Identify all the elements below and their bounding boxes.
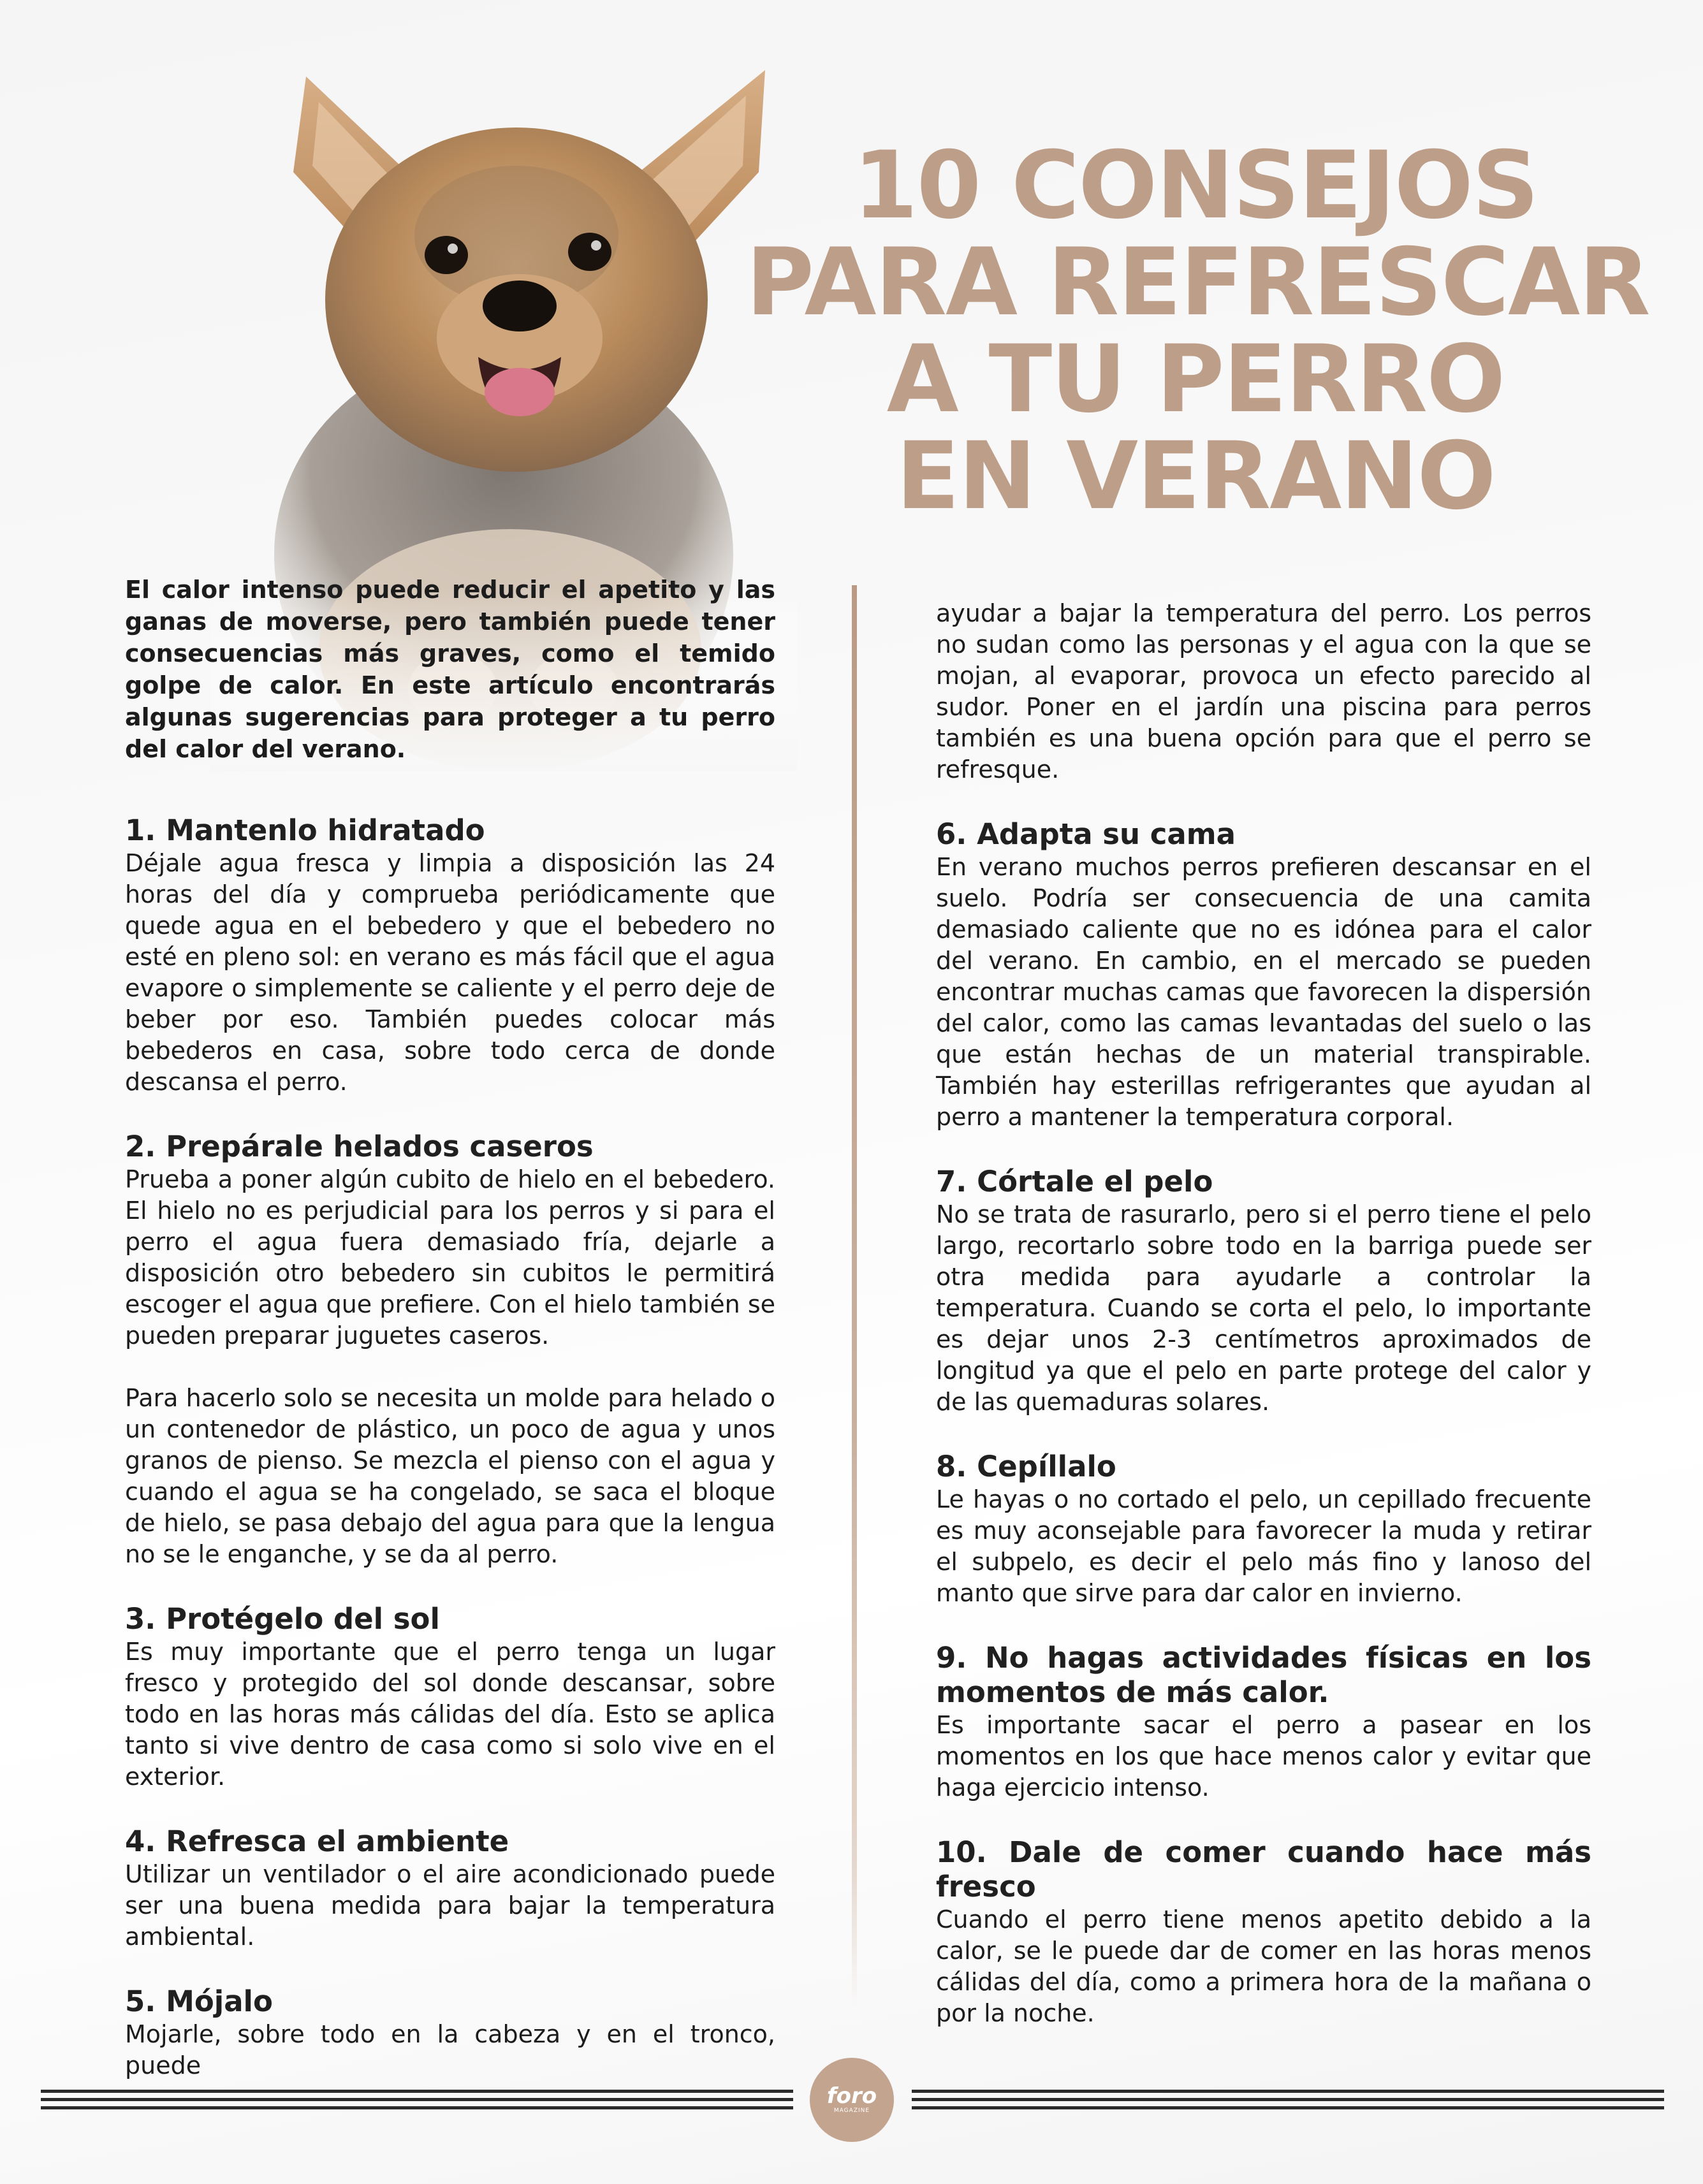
tip-continuation xyxy=(936,598,1591,785)
intro-paragraph: El calor intenso puede reducir el apetito y las ganas de moverse, pero también puede tener consecuencias más graves, como el temido golpe de calor. En este artículo encontrarás algunas sugerencias para proteger a tu perro del calor del verano. xyxy=(125,576,775,763)
title-line: 10 CONSEJOS xyxy=(853,131,1538,240)
tip-heading: 3. Protégelo del sol xyxy=(125,1602,440,1636)
tip-section xyxy=(936,1641,1591,1803)
tip-heading: 2. Prepárale helados caseros xyxy=(125,1130,594,1163)
tip-heading: 9. No hagas actividades físicas en los momentos de más calor. xyxy=(936,1641,1591,1709)
tip-section xyxy=(125,1602,775,1793)
tip-heading: 10. Dale de comer cuando hace más fresco xyxy=(936,1835,1591,1904)
tip-section xyxy=(125,1130,775,1570)
column-divider xyxy=(852,585,857,2007)
tip-section xyxy=(936,1450,1591,1609)
tip-section xyxy=(936,1835,1591,2029)
tip-paragraph: Utilizar un ventilador o el aire acondicionado puede ser una buena medida para bajar la temperatura ambiental. xyxy=(125,1860,775,1951)
tip-heading: 1. Mantenlo hidratado xyxy=(125,813,485,847)
foro-logo xyxy=(810,2058,894,2142)
tip-paragraph: Prueba a poner algún cubito de hielo en el bebedero. El hielo no es perjudicial para los perros y si para el perro el agua fuera demasiado fría, dejarle a disposición otro bebedero sin cubitos le permitirá escoger el agua que prefiere. Con el hielo también se pueden preparar juguetes caseros. xyxy=(125,1165,775,1350)
tip-section xyxy=(936,1165,1591,1418)
tip-heading: 7. Córtale el pelo xyxy=(936,1165,1213,1198)
page-title xyxy=(746,131,1649,530)
tip-paragraph: Cuando el perro tiene menos apetito debido a la calor, se le puede dar de comer en las horas menos cálidas del día, como a primera hora de la mañana o por la noche. xyxy=(936,1905,1591,2027)
tip-paragraph: Para hacerlo solo se necesita un molde para helado o un contenedor de plástico, un poco de agua y unos granos de pienso. Se mezcla el pienso con el agua y cuando el agua se ha congelado, se saca el bloque de hielo, se pasa debajo del agua para que la lengua no se le enganche, y se da al perro. xyxy=(125,1384,775,1568)
footer-rule-right xyxy=(912,2090,1664,2109)
tip-paragraph: Déjale agua fresca y limpia a disposición las 24 horas del día y comprueba periódicamente que quede agua en el bebedero y que el bebedero no esté en pleno sol: en verano es más fácil que el agua evapore o simplemente se caliente y el perro deje de beber por eso. También puedes colocar más bebederos en casa, sobre todo cerca de donde descansa el perro. xyxy=(125,849,775,1096)
tip-section xyxy=(125,1824,775,1953)
tip-heading: 8. Cepíllalo xyxy=(936,1450,1116,1483)
tip-heading: 5. Mójalo xyxy=(125,1984,273,2018)
title-line: A TU PERRO xyxy=(886,325,1505,433)
tip-section xyxy=(125,813,775,1098)
left-column xyxy=(125,574,775,2113)
tip-paragraph: Mojarle, sobre todo en la cabeza y en el tronco, puede xyxy=(125,2020,775,2079)
tip-paragraph: ayudar a bajar la temperatura del perro. Los perros no sudan como las personas y el agua con la que se mojan, al evaporar, provoca un efecto parecido al sudor. Poner en el jardín una piscina para perros también es una buena opción para que el perro se refresque. xyxy=(936,599,1591,783)
tip-heading: 6. Adapta su cama xyxy=(936,817,1236,851)
tip-paragraph: No se trata de rasurarlo, pero si el perro tiene el pelo largo, recortarlo sobre todo en la barriga puede ser otra medida para ayudarle a controlar la temperatura. Cuando se corta el pelo, lo importante es dejar unos 2-3 centímetros aproximados de longitud ya que el pelo en parte protege del calor y de las quemaduras solares. xyxy=(936,1200,1591,1416)
title-line: PARA REFRESCAR xyxy=(746,228,1649,337)
title-line: EN VERANO xyxy=(896,422,1495,530)
tip-paragraph: Es importante sacar el perro a pasear en los momentos en los que hace menos calor y evitar que haga ejercicio intenso. xyxy=(936,1711,1591,1802)
footer-rule-left xyxy=(41,2090,793,2109)
tip-paragraph: Es muy importante que el perro tenga un lugar fresco y protegido del sol donde descansar, sobre todo en las horas más cálidas del día. Esto se aplica tanto si vive dentro de casa como si solo vive en el exterior. xyxy=(125,1638,775,1791)
logo-subtext: MAGAZINE xyxy=(833,2108,870,2114)
tip-paragraph: Le hayas o no cortado el pelo, un cepillado frecuente es muy aconsejable para favorecer la muda y retirar el subpelo, es decir el pelo más fino y lanoso del manto que sirve para dar calor en invierno. xyxy=(936,1485,1591,1607)
tip-paragraph: En verano muchos perros prefieren descansar en el suelo. Podría ser consecuencia de una camita demasiado caliente que no es idónea para el calor del verano. En cambio, en el mercado se pueden encontrar muchas camas que favorecen la dispersión del calor, como las camas levantadas del suelo o las que están hechas de un material transpirable. También hay esterillas refrigerantes que ayudan al perro a mantener la temperatura corporal. xyxy=(936,853,1591,1131)
logo-text: foro xyxy=(826,2083,877,2109)
right-column xyxy=(936,574,1591,2061)
tip-section xyxy=(125,1984,775,2081)
tip-section xyxy=(936,817,1591,1133)
tip-heading: 4. Refresca el ambiente xyxy=(125,1824,509,1858)
